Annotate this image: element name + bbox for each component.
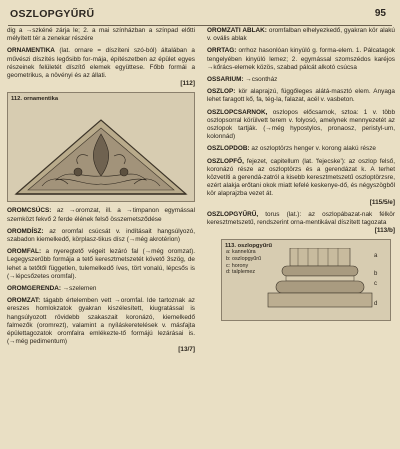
entry-text: dig a →szkéné zárja le; 2. a mai színházban a színpad előtti mélyített tér a zenekar részére (7, 27, 195, 43)
entry-text: oromfalban elhelyezkedő, gyakran kör alakú v. ovális ablak (207, 27, 395, 43)
figure-label-a: a (374, 253, 378, 260)
ornament-pediment-illustration (8, 106, 194, 202)
column-base-illustration (222, 248, 390, 318)
entry-text: oszlopos előcsarnok, sztoa: 1 v. több oszlopsorral körülvett terem v. folyosó, amelynek mennyezetét az oszlopok tartják. (→még hypostylos, pronaosz, peristyl-um, kolonnád) (207, 108, 395, 141)
entry-term: ORNAMENTIKA (7, 47, 55, 55)
figure-caption: 113. oszlopgyűrű (225, 243, 273, 250)
entry-text: az oszloptörzs henger v. korong alakú része (251, 145, 376, 153)
left-column (7, 27, 195, 447)
entry-term: OROMDÍSZ: (7, 227, 44, 235)
entry-oszlopdob (207, 145, 395, 153)
entry-orrtag (207, 47, 395, 72)
entry-term: OROMFAL: (7, 248, 42, 256)
entry-term: OSSARIUM: (207, 76, 244, 84)
right-column (207, 27, 395, 447)
page-header (0, 6, 400, 26)
entry-oromzat (7, 297, 195, 354)
entry-oromdisz (7, 228, 195, 244)
entry-term: OROMZAT: (7, 297, 41, 305)
figure-reference: [112] (180, 80, 195, 88)
running-head: OSZLOPGYŰRŰ (10, 8, 95, 20)
header-rule (8, 25, 392, 26)
figure-reference: [113/b] (374, 227, 395, 235)
entry-ornamentika (7, 47, 195, 88)
figure-reference: [115/5/e] (369, 198, 395, 206)
entry-text: (lat. ornare = díszíteni szó-ból) általában a művészi díszítés legősibb for-mája, építészetben az épület egyes részeinek felületét díszítő elemek együttese. Főbb formái a geometrikus, a növényi és az állati. (7, 47, 195, 80)
entry-oszlop (207, 88, 395, 104)
entry-term: OSZLOPGYŰRŰ, (207, 210, 259, 218)
entry-text: →szelemen (62, 285, 97, 293)
page-number: 95 (374, 8, 386, 19)
entry-text: torus (lat.): az oszlopábazat-nak félkör keresztmetszetű, rendszerint orna-mentikával díszített tagozata (207, 210, 395, 227)
entry-oszlopgyuru (207, 211, 395, 236)
legend-item: b: oszlopgyűrű (226, 256, 262, 263)
entry-oromzati-ablak (207, 27, 395, 43)
entry-oszlopfo (207, 158, 395, 207)
entry-term: OROMGERENDA: (7, 285, 61, 293)
figure-label-d: d (374, 301, 378, 308)
entry-text: →csontház (245, 76, 278, 84)
figure-label-c: c (374, 281, 377, 288)
figure-113-oszlopgyuru (221, 239, 391, 321)
legend-item: d: talplemez (226, 269, 256, 276)
entry-text: kör alaprajzú, függőleges alátá-masztó elem. Anyaga lehet faragott kő, fa, tég-la, falazat, acél v. vasbeton. (207, 88, 395, 104)
entry-ossarium (207, 76, 395, 84)
entry-term: OSZLOPFŐ, (207, 157, 244, 165)
entry-oromcsucs (7, 207, 195, 223)
entry-continued (7, 27, 195, 43)
legend-item: a: kannelúra (226, 249, 256, 256)
figure-reference: [13/7] (178, 346, 195, 354)
entry-term: OROMZATI ABLAK: (207, 27, 267, 34)
figure-caption: 112. ornamentika (11, 96, 59, 103)
entry-term: OSZLOPCSARNOK, (207, 108, 268, 116)
entry-term: OROMCSÚCS: (7, 207, 52, 215)
figure-112-ornamentika (7, 92, 195, 202)
entry-text: tágabb értelemben vett →oromfal. Ide tartoznak az ereszes homlokzatok gyakran kiszélesített, kiugratással is hangsúlyozott rövidebb szakaszait koronázó, kiemelkedő falmezők (oromrezt), valamint a nyíláskeretelések v. másfajta épülettagozatok oromfalra emlékezte-tő formájú lezárásai is. (→még pedimentum) (7, 297, 195, 346)
legend-item: c: horony (226, 262, 249, 269)
figure-label-b: b (374, 271, 378, 278)
entry-text: az oromfal csúcsát v. indításait hangsúlyozó, szabadon kiemelkedő, körplasz-tikus dísz (→még akrotérion) (7, 227, 195, 244)
entry-text: fejezet, capitellum (lat. 'fejecske'): az oszlop felső, koronázó része az oszloptörzs és a gerendázat k. A terhet közvetíti a gerendá-zatról a kisebb keresztmetszetű oszloptörzsre, ezért alakja erőtani okok miatt lefelé keskenye-dő, és négyszögből kör alaprajzba vezet át. (207, 157, 395, 198)
entry-oromgerenda (7, 285, 195, 293)
entry-text: az →oromzat, ill. a →timpanon egymással szemközt fekvő 2 ferde élének felső összemetsződése (7, 207, 195, 223)
entry-text: orrhoz hasonlóan kinyúló g. forma-elem. 1. Pálcatagok tengelyében kinyúló lemez; 2. egymással szomszédos karéjos →kőrács-elemek közös, szabad pálcát alkotó csúcsa (207, 47, 395, 71)
entry-term: OSZLOPDOB: (207, 145, 250, 153)
entry-oszlopcsarnok (207, 109, 395, 142)
entry-term: ORRTAG: (207, 47, 237, 55)
entry-term: OSZLOP: (207, 88, 236, 96)
entry-text: a nyeregtető végeit lezáró fal (→még oromzat). Legegyszerűbb formája a tető keresztmetszetét követő 3szög, de lehet a tetőtől független, tulemelkedő íves, tört vonalú, lépcsős is (→lépcsőzetes oromfal). (7, 248, 195, 280)
entry-oromfal (7, 248, 195, 281)
